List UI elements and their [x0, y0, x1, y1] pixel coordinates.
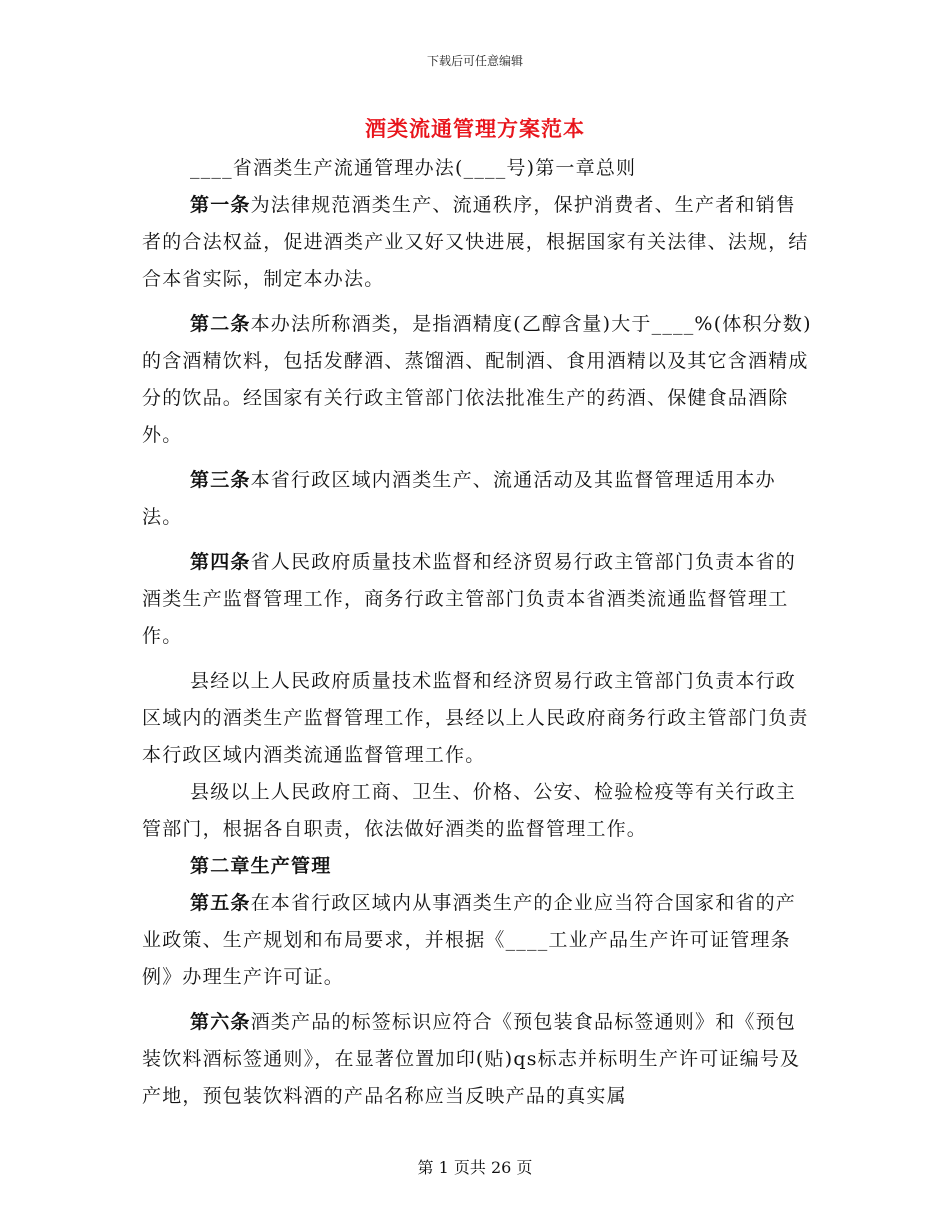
article-3-label: 第三条 [190, 469, 251, 491]
article-2 [142, 306, 812, 454]
article-6-text: 酒类产品的标签标识应符合《预包装食品标签通则》和《预包装饮料酒标签通则》，在显著位置加印(贴)qs标志并标明生产许可证编号及产地，预包装饮料酒的产品名称应当反映产品的真实属 [142, 1011, 801, 1107]
article-2-text: 本办法所称酒类，是指酒精度(乙醇含量)大于____%(体积分数)的含酒精饮料，包括发酵酒、蒸馏酒、配制酒、食用酒精以及其它含酒精成分的饮品。经国家有关行政主管部门依法批准生产的药酒、保健食品酒除外。 [142, 313, 812, 446]
article-4 [142, 544, 812, 655]
article-1-label: 第一条 [190, 194, 251, 216]
article-4-paragraph-3: 县级以上人民政府工商、卫生、价格、公安、检验检疫等有关行政主管部门，根据各自职责，依法做好酒类的监督管理工作。 [142, 781, 797, 840]
page-footer: 第 1 页共 26 页 [417, 1158, 533, 1177]
document-body [142, 150, 812, 1115]
article-1 [142, 187, 812, 298]
article-6-label: 第六条 [190, 1011, 251, 1033]
article-4-paragraph-2: 县经以上人民政府质量技术监督和经济贸易行政主管部门负责本行政区域内的酒类生产监督管理工作，县经以上人民政府商务行政主管部门负责本行政区域内酒类流通监督管理工作。 [142, 670, 809, 766]
article-5 [142, 885, 812, 996]
article-6 [142, 1004, 812, 1115]
page-header-note: 下载后可任意编辑 [426, 54, 523, 68]
article-4-label: 第四条 [190, 551, 251, 573]
article-5-text: 在本省行政区域内从事酒类生产的企业应当符合国家和省的产业政策、生产规划和布局要求，并根据《____工业产品生产许可证管理条例》办理生产许可证。 [142, 892, 797, 988]
article-5-label: 第五条 [190, 892, 251, 914]
chapter-2-heading: 第二章生产管理 [190, 855, 332, 877]
subtitle-line: ____省酒类生产流通管理办法(____号)第一章总则 [190, 157, 637, 179]
article-1-text: 为法律规范酒类生产、流通秩序，保护消费者、生产者和销售者的合法权益，促进酒类产业又好又快进展，根据国家有关法律、法规，结合本省实际，制定本办法。 [142, 194, 809, 290]
document-title: 酒类流通管理方案范本 [365, 116, 585, 141]
article-2-label: 第二条 [190, 313, 251, 335]
article-3 [142, 462, 812, 536]
article-4-text: 省人民政府质量技术监督和经济贸易行政主管部门负责本省的酒类生产监督管理工作，商务行政主管部门负责本省酒类流通监督管理工作。 [142, 551, 797, 647]
article-3-text: 本省行政区域内酒类生产、流通活动及其监督管理适用本办法。 [142, 469, 776, 528]
